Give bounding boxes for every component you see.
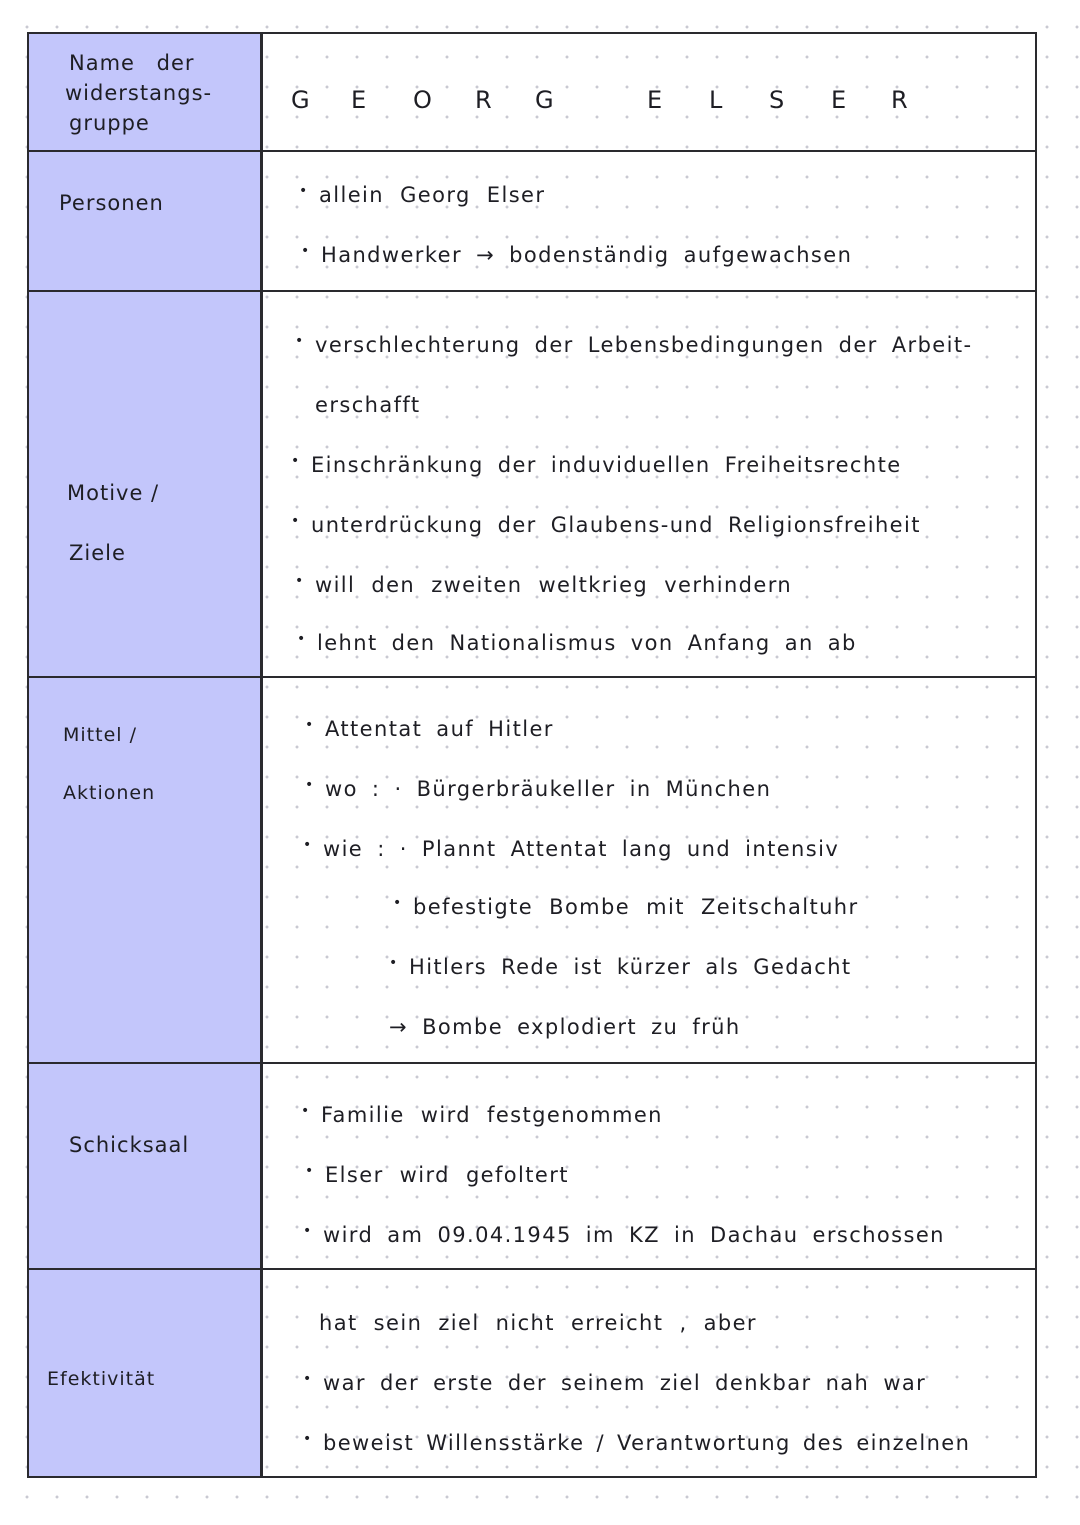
effectiveness-line: hat sein ziel nicht erreicht , aber	[319, 1311, 757, 1335]
actions-line: • Attentat auf Hitler	[325, 714, 554, 744]
label-persons	[29, 188, 263, 218]
row-motives	[29, 290, 1035, 676]
title-letter: L	[709, 86, 724, 114]
effectiveness-line: • war der erste der seinem ziel denkbar nah war	[323, 1368, 926, 1398]
fate-line: • Elser wird gefoltert	[325, 1160, 569, 1190]
label-group-name	[29, 48, 263, 138]
motives-line: • will den zweiten weltkrieg verhindern	[315, 570, 792, 600]
title-letter: R	[475, 86, 493, 114]
title-letter: E	[647, 86, 664, 114]
label-line: gruppe	[69, 111, 150, 135]
actions-line: • Hitlers Rede ist kürzer als Gedacht	[409, 952, 852, 982]
title-letter: S	[769, 86, 786, 114]
group-name-content	[263, 34, 1035, 150]
motives-line: erschafft	[315, 393, 421, 417]
actions-line: • wie : · Plannt Attentat lang und intensiv	[323, 834, 839, 864]
label-line: Aktionen	[63, 782, 156, 804]
label-effectiveness	[29, 1364, 263, 1394]
motives-line: • Einschränkung der induviduellen Freiheitsrechte	[311, 450, 902, 480]
title-letter: G	[535, 86, 555, 114]
label-fate	[29, 1130, 263, 1160]
persons-line: • Handwerker → bodenständig aufgewachsen	[321, 240, 852, 270]
fate-line: • wird am 09.04.1945 im KZ in Dachau erschossen	[323, 1220, 945, 1250]
motives-line: • verschlechterung der Lebensbedingungen der Arbeit-	[315, 330, 972, 360]
effectiveness-content	[263, 1270, 1035, 1478]
actions-line: • befestigte Bombe mit Zeitschaltuhr	[413, 892, 859, 922]
label-line: Ziele	[69, 541, 126, 565]
persons-line: • allein Georg Elser	[319, 180, 545, 210]
actions-line: → Bombe explodiert zu früh	[389, 1015, 741, 1039]
title-letter: G	[291, 86, 311, 114]
title-letter: R	[891, 86, 909, 114]
row-effectiveness	[29, 1268, 1035, 1478]
row-actions	[29, 676, 1035, 1062]
label-line: Motive /	[67, 481, 160, 505]
row-fate	[29, 1062, 1035, 1268]
effectiveness-line: • beweist Willensstärke / Verantwortung des einzelnen	[323, 1428, 970, 1458]
motives-content	[263, 292, 1035, 676]
label-actions	[29, 720, 263, 808]
label-line: widerstangs-	[65, 81, 213, 105]
row-persons	[29, 150, 1035, 290]
fate-line: • Familie wird festgenommen	[321, 1100, 663, 1130]
label-line: Schicksaal	[69, 1133, 190, 1157]
label-motives	[29, 478, 263, 568]
row-group-name	[29, 34, 1035, 150]
label-line: Name der	[69, 51, 195, 75]
title-letter: E	[351, 86, 368, 114]
motives-line: • lehnt den Nationalismus von Anfang an ab	[317, 628, 857, 658]
label-line: Mittel /	[63, 724, 137, 746]
fate-content	[263, 1064, 1035, 1268]
resistance-worksheet	[27, 32, 1037, 1478]
motives-line: • unterdrückung der Glaubens-und Religionsfreiheit	[311, 510, 921, 540]
actions-line: • wo : · Bürgerbräukeller in München	[325, 774, 771, 804]
label-line: Efektivität	[47, 1368, 156, 1390]
title-letter: O	[413, 86, 433, 114]
title-letter: E	[831, 86, 848, 114]
actions-content	[263, 678, 1035, 1062]
label-line: Personen	[59, 191, 164, 215]
persons-content	[263, 152, 1035, 290]
